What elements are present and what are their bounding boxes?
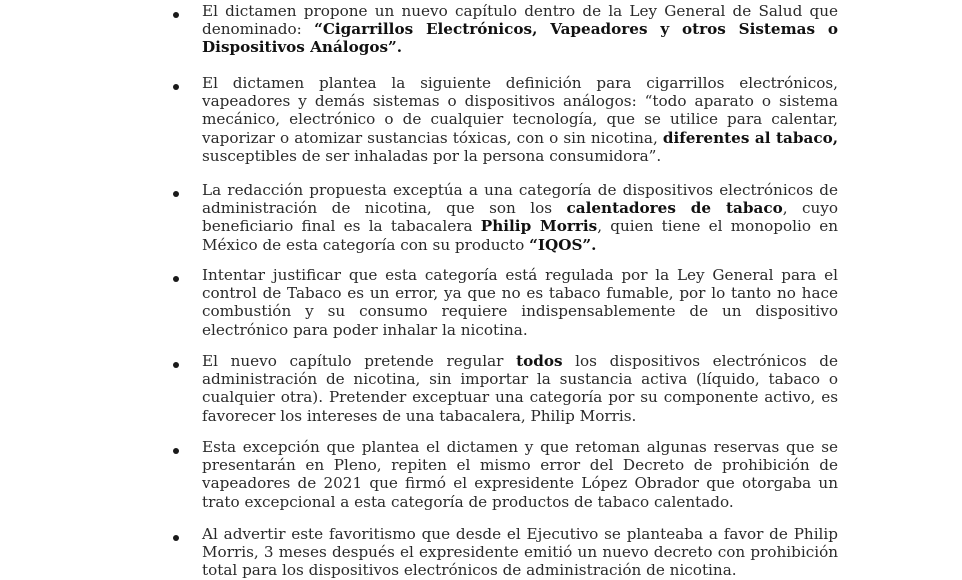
bullet-icon (173, 84, 179, 90)
text-segment: El dictamen plantea la siguiente definición para cigarrillos electrónicos, vapeadores y demás sistemas o dispositivos análogos: “todo aparato o sistema mecánico, electrónico o de cualquier tecnología, que se utilice para calentar, vaporizar o atomizar sustancias tóxicas, con o sin nicotina, (202, 74, 838, 147)
bold-text-segment: “Cigarrillos Electrónicos, Vapeadores y otros Sistemas o Dispositivos Análogos”. (202, 20, 838, 57)
text-segment: La redacción propuesta exceptúa a una categoría de dispositivos electrónicos de administración de nicotina, que son los (202, 181, 838, 218)
list-item-text (202, 181, 838, 254)
text-segment: El nuevo capítulo pretende regular (202, 352, 517, 370)
list-item-text (202, 2, 838, 57)
list-item-text (202, 74, 838, 165)
bold-text-segment: todos (516, 352, 563, 370)
bold-text-segment: Philip Morris (480, 217, 598, 236)
bullet-icon (173, 191, 179, 197)
bold-text-segment: diferentes al tabaco, (662, 128, 839, 147)
bold-text-segment: calentadores de tabaco (566, 199, 783, 218)
list-item-text (202, 266, 838, 339)
bullet-icon (173, 535, 179, 541)
list-item-text (202, 352, 838, 425)
bullet-icon (173, 448, 179, 454)
text-segment: , cuyo beneficiario final es la tabacalera (202, 199, 838, 236)
text-segment: susceptibles de ser inhaladas por la persona consumidora”. (202, 146, 662, 165)
list-item-text (202, 525, 838, 580)
bullet-icon (173, 12, 179, 18)
list-item-text (202, 438, 838, 511)
bullet-icon (173, 276, 179, 282)
text-segment: Intentar justificar que esta categoría está regulada por la Ley General para el control de Tabaco es un error, ya que no es tabaco fumable, por lo tanto no hace combustión y su consumo requiere indispensablemente de un dispositivo electrónico para poder inhalar la nicotina. (202, 266, 838, 339)
bold-text-segment: “IQOS”. (529, 235, 597, 254)
text-segment: El dictamen propone un nuevo capítulo dentro de la Ley General de Salud que denominado: (202, 2, 838, 39)
text-segment: , quien tiene el monopolio en México de esta categoría con su producto (202, 217, 838, 254)
text-segment: los dispositivos electrónicos de administración de nicotina, sin importar la sustancia activa (líquido, tabaco o cualquier otra). Pretender exceptuar una categoría por su componente activo, es favorecer los intereses de una tabacalera, Philip Morris. (202, 352, 838, 425)
bullet-icon (173, 362, 179, 368)
text-segment: Esta excepción que plantea el dictamen y que retoman algunas reservas que se presentarán en Pleno, repiten el mismo error del Decreto de prohibición de vapeadores de 2021 que firmó el expresidente López Obrador que otorgaba un trato excepcional a esta categoría de productos de tabaco calentado. (202, 438, 838, 511)
text-segment: Al advertir este favoritismo que desde el Ejecutivo se planteaba a favor de Philip Morris, 3 meses después el expresidente emitió un nuevo decreto con prohibición total para los dispositivos electrónicos de administración de nicotina. (202, 525, 838, 580)
